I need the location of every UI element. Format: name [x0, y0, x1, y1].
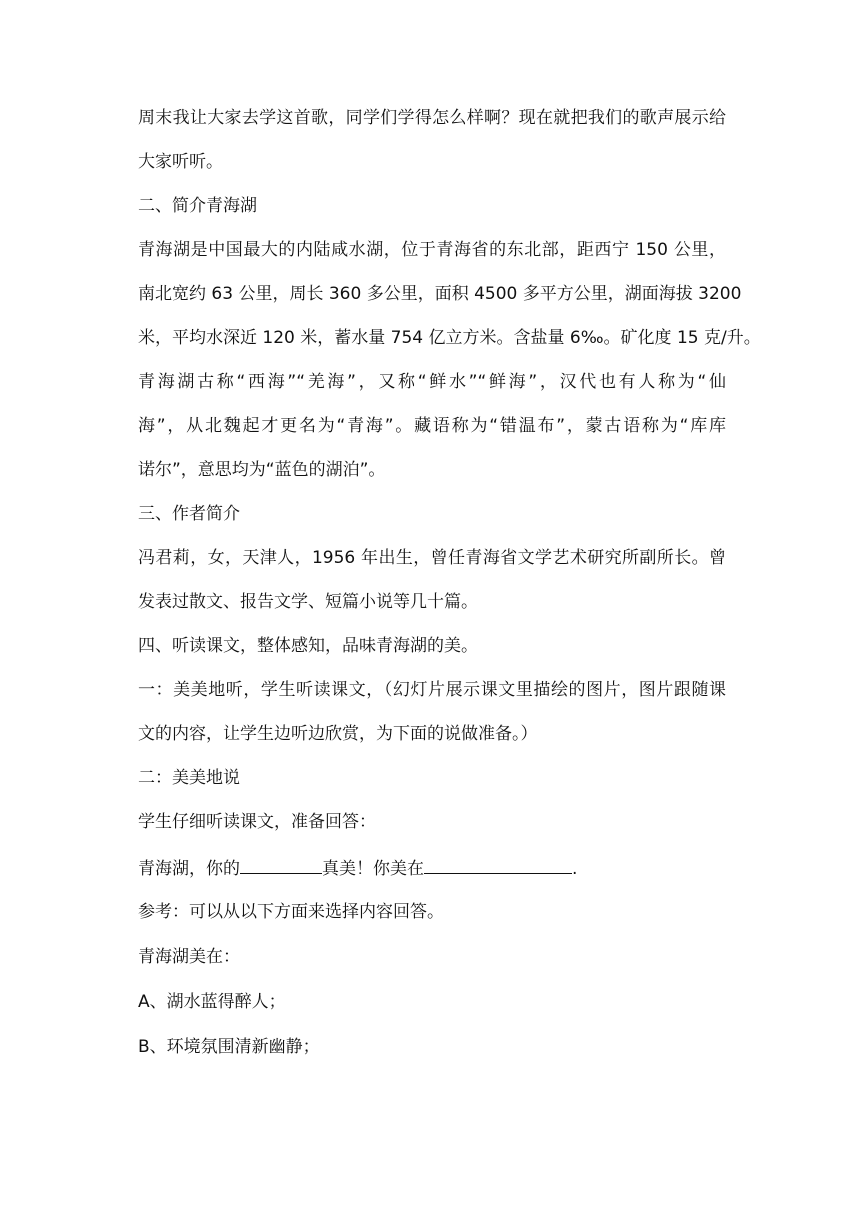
section-heading: 四、听读课文，整体感知，品味青海湖的美。: [138, 636, 478, 656]
section-heading: 二、简介青海湖: [138, 196, 257, 216]
subsection-heading: 二：美美地说: [138, 768, 240, 788]
paragraph-line: 大家听听。: [138, 152, 223, 172]
paragraph-line: 海”，从北魏起才更名为“青海”。藏语称为“错温布”，蒙古语称为“库库: [138, 416, 726, 436]
paragraph-line: 青海湖是中国最大的内陆咸水湖，位于青海省的东北部，距西宁 150 公里，: [138, 240, 726, 260]
paragraph-line: 学生仔细听读课文，准备回答：: [138, 812, 376, 832]
document-page: [138, 108, 761, 1058]
paragraph-line: 诺尔”，意思均为“蓝色的湖泊”。: [138, 460, 386, 480]
fill-text-part2: 真美！你美在: [322, 859, 424, 879]
list-item: B、环境氛围清新幽静；: [138, 1037, 320, 1057]
section-heading: 三、作者简介: [138, 504, 240, 524]
fill-text-part1: 青海湖，你的: [138, 859, 240, 879]
paragraph-line: 文的内容，让学生边听边欣赏，为下面的说做准备。）: [138, 724, 538, 744]
paragraph-line: 南北宽约 63 公里，周长 360 多公里，面积 4500 多平方公里，湖面海拔 3200: [138, 284, 742, 304]
paragraph-line: 参考：可以从以下方面来选择内容回答。: [138, 902, 444, 922]
paragraph-line: 冯君莉，女，天津人，1956 年出生，曾任青海省文学艺术研究所副所长。曾: [138, 548, 726, 568]
paragraph-line: 一：美美地听，学生听读课文，（幻灯片展示课文里描绘的图片，图片跟随课: [138, 680, 726, 700]
paragraph-line: 青海湖古称“西海”“羌海”，又称“鲜水”“鲜海”，汉代也有人称为“仙: [138, 372, 726, 392]
fill-text-part3: .: [572, 859, 578, 879]
paragraph-line: 周末我让大家去学这首歌，同学们学得怎么样啊？现在就把我们的歌声展示给: [138, 108, 726, 128]
paragraph-line: 发表过散文、报告文学、短篇小说等几十篇。: [138, 592, 478, 612]
list-item: A、湖水蓝得醉人；: [138, 992, 286, 1012]
paragraph-line: 米，平均水深近 120 米，蓄水量 754 亿立方米。含盐量 6‰。矿化度 15 克/升。: [138, 328, 761, 348]
blank-underline: [424, 857, 572, 874]
blank-underline: [240, 857, 322, 874]
paragraph-line: 青海湖美在：: [138, 947, 240, 967]
fill-in-blank-line: [138, 857, 726, 878]
